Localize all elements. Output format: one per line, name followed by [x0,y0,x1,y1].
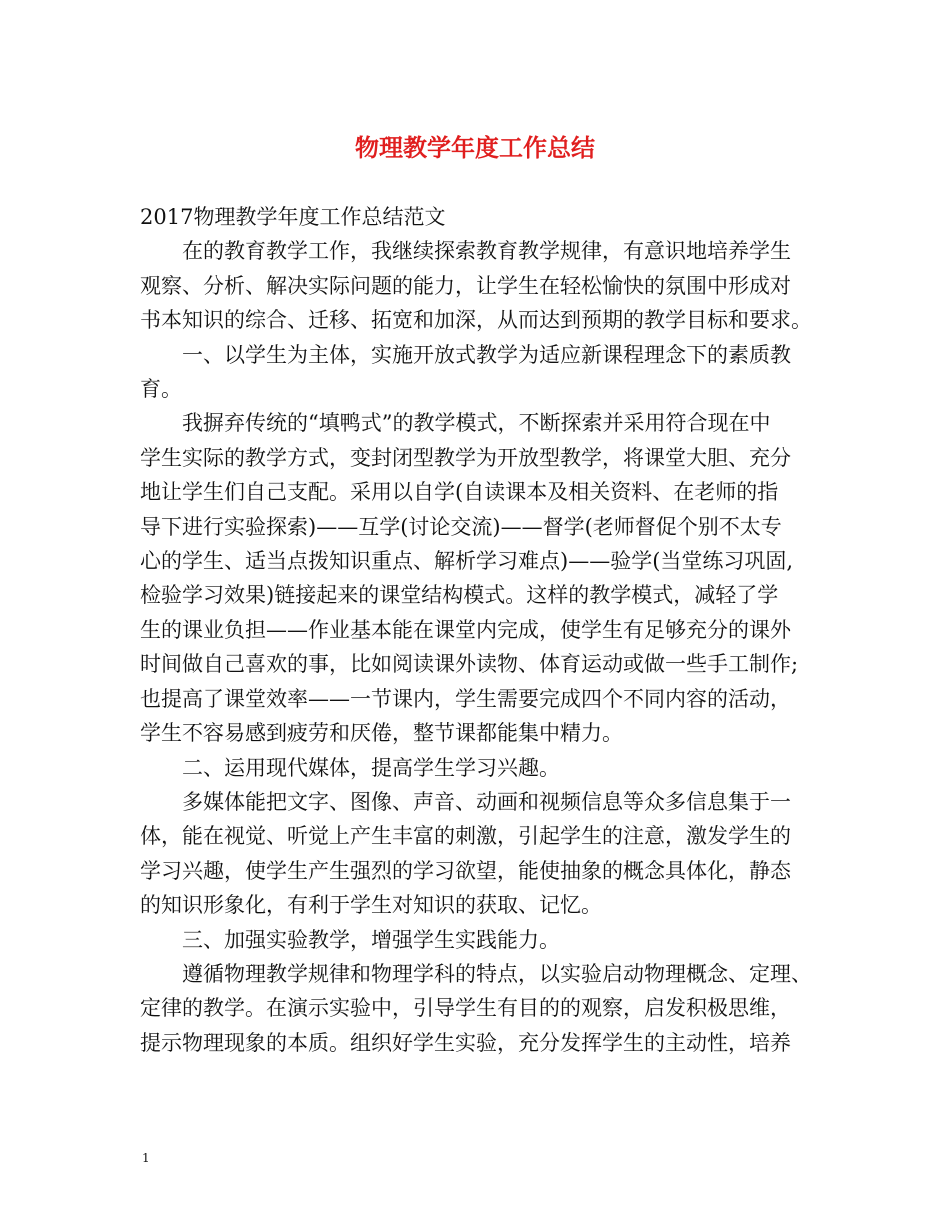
paragraph-line: 书本知识的综合、迁移、拓宽和加深，从而达到预期的教学目标和要求。 [140,308,812,333]
paragraph-line: 多媒体能把文字、图像、声音、动画和视频信息等众多信息集于一 [182,789,791,814]
section-heading-line: 二、运用现代媒体，提高学生学习兴趣。 [182,755,560,780]
paragraph-line: 学生实际的教学方式，变封闭型教学为开放型教学，将课堂大胆、充分 [140,445,791,470]
document-title: 物理教学年度工作总结 [355,133,595,162]
paragraph-line: 观察、分析、解决实际问题的能力，让学生在轻松愉快的氛围中形成对 [140,273,791,298]
paragraph-line: 心的学生、适当点拨知识重点、解析学习难点)——验学(当堂练习巩固, [140,549,794,574]
paragraph-line: 检验学习效果)链接起来的课堂结构模式。这样的教学模式，减轻了学 [140,583,779,608]
document-body [140,200,830,1060]
paragraph-line: 地让学生们自己支配。采用以自学(自读课本及相关资料、在老师的指 [140,480,779,505]
paragraph-line: 学习兴趣，使学生产生强烈的学习欲望，能使抽象的概念具体化，静态 [140,858,791,883]
paragraph-line: 提示物理现象的本质。组织好学生实验，充分发挥学生的主动性，培养 [140,1030,791,1055]
page-number: 1 [142,1151,150,1165]
paragraph-line: 导下进行实验探索)——互学(讨论交流)——督学(老师督促个别不太专 [140,514,782,539]
section-heading-line: 育。 [140,377,182,402]
paragraph-line: 定律的教学。在演示实验中，引导学生有目的的观察，启发积极思维， [140,996,791,1021]
paragraph-line: 体，能在视觉、听觉上产生丰富的刺激，引起学生的注意，激发学生的 [140,824,791,849]
paragraph-line: 我摒弃传统的“填鸭式”的教学模式，不断探索并采用符合现在中 [182,411,771,436]
paragraph-line: 也提高了课堂效率——一节课内，学生需要完成四个不同内容的活动， [140,686,791,711]
paragraph-line: 生的课业负担——作业基本能在课堂内完成，使学生有足够充分的课外 [140,617,791,642]
paragraph-line: 遵循物理教学规律和物理学科的特点，以实验启动物理概念、定理、 [182,961,812,986]
section-heading-line: 三、加强实验教学，增强学生实践能力。 [182,927,560,952]
paragraph-line: 学生不容易感到疲劳和厌倦，整节课都能集中精力。 [140,721,623,746]
section-heading-line: 一、以学生为主体，实施开放式教学为适应新课程理念下的素质教 [182,342,791,367]
paragraph-line: 时间做自己喜欢的事，比如阅读课外读物、体育运动或做一些手工制作; [140,652,799,677]
paragraph-line: 在的教育教学工作，我继续探索教育教学规律，有意识地培养学生 [182,239,791,264]
subtitle-line: 2017物理教学年度工作总结范文 [140,205,446,229]
paragraph-line: 的知识形象化，有利于学生对知识的获取、记忆。 [140,893,602,918]
